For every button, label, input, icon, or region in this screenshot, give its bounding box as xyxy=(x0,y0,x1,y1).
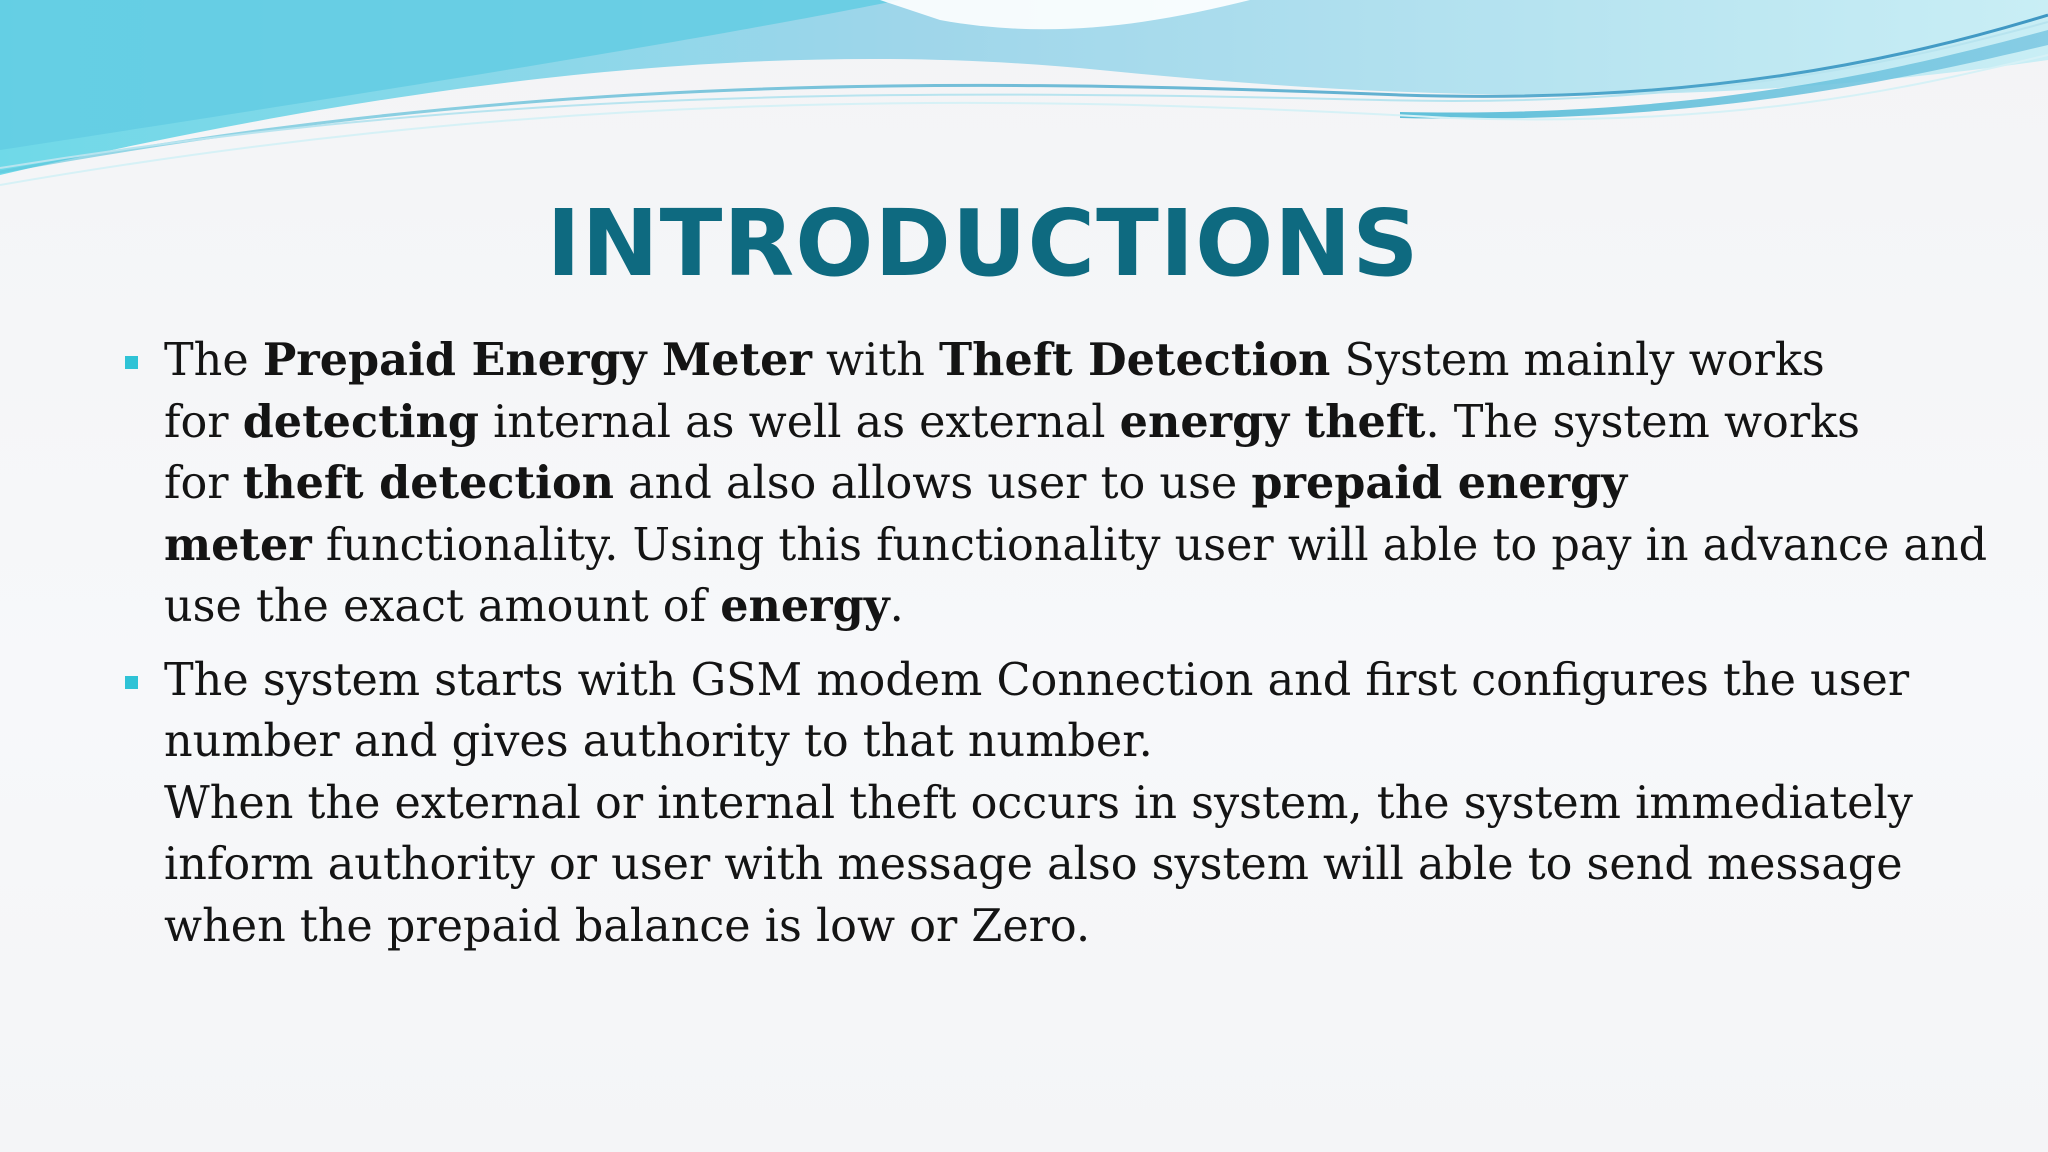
bullet-text-line xyxy=(164,834,1998,896)
square-bullet-icon xyxy=(125,356,138,369)
bullet-text-line xyxy=(164,576,1998,638)
text-segment: for xyxy=(164,458,243,509)
bold-text-segment: Theft Detection xyxy=(939,334,1331,386)
bold-text-segment: meter xyxy=(164,518,312,571)
bullet-item xyxy=(118,330,1998,638)
text-segment: . The system works xyxy=(1425,396,1860,448)
text-segment: The xyxy=(164,335,263,386)
text-segment: and also allows user to use xyxy=(613,458,1252,509)
text-segment: When the external or internal theft occurs in system, the system immediately xyxy=(164,777,1913,829)
bullet-text-line xyxy=(164,711,1998,773)
text-segment: . xyxy=(889,581,904,632)
bullet-text-line xyxy=(164,330,1998,392)
text-segment: internal as well as external xyxy=(479,396,1120,448)
text-segment: with xyxy=(811,335,940,386)
text-segment: when the prepaid balance is low or Zero. xyxy=(164,900,1091,952)
bold-text-segment: prepaid energy xyxy=(1251,457,1628,509)
text-segment: number and gives authority to that number. xyxy=(164,716,1153,767)
bullet-text-line xyxy=(164,773,1998,835)
bullet-text-line xyxy=(164,453,1998,515)
text-segment: System mainly works xyxy=(1330,335,1825,386)
bullet-list xyxy=(118,330,1998,969)
bold-text-segment: energy theft xyxy=(1119,395,1426,448)
bullet-text-line xyxy=(164,515,1998,577)
text-segment: functionality. Using this functionality user will able to pay in advance and xyxy=(311,519,1988,571)
slide-title: INTRODUCTIONS xyxy=(546,190,1420,297)
bold-text-segment: energy xyxy=(720,580,890,632)
text-segment: inform authority or user with message also system will able to send message xyxy=(164,839,1903,890)
bullet-text-line xyxy=(164,650,1998,712)
bold-text-segment: detecting xyxy=(242,395,480,448)
text-segment: for xyxy=(164,396,243,448)
bold-text-segment: theft detection xyxy=(242,457,614,509)
bullet-text-line xyxy=(164,896,1998,958)
text-segment: The system starts with GSM modem Connection and first configures the user xyxy=(164,654,1910,706)
bold-text-segment: Prepaid Energy Meter xyxy=(262,334,812,386)
bullet-item xyxy=(118,650,1998,958)
text-segment: use the exact amount of xyxy=(164,581,721,632)
header-wave-decoration xyxy=(0,0,2048,200)
square-bullet-icon xyxy=(125,676,138,689)
bullet-text-line xyxy=(164,392,1998,454)
